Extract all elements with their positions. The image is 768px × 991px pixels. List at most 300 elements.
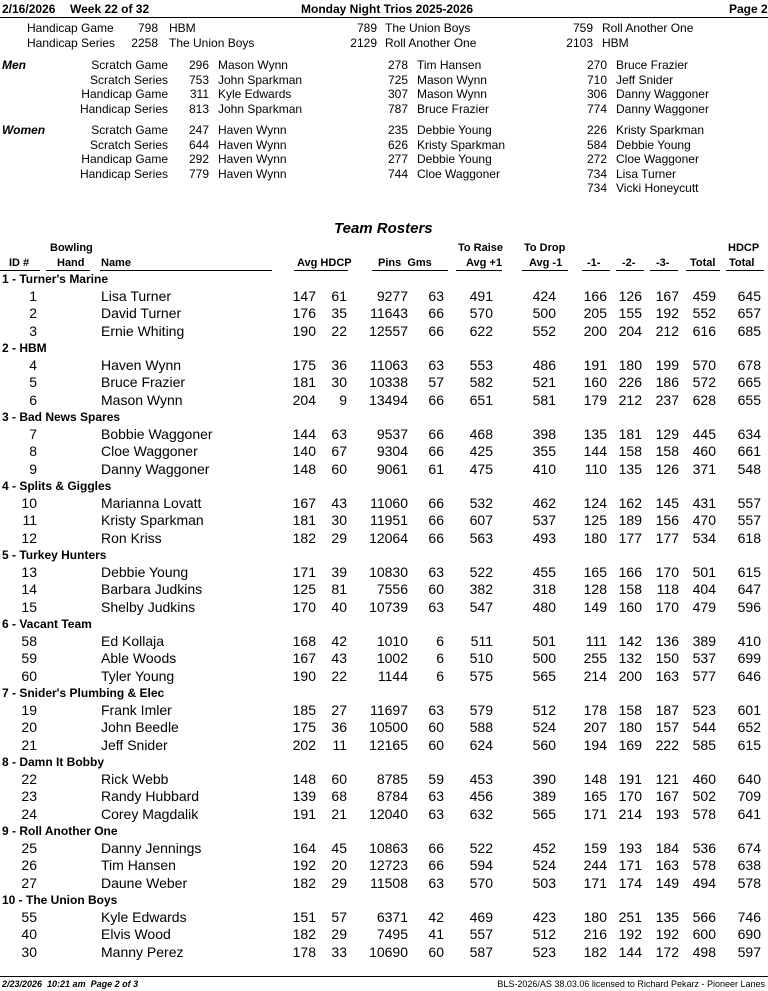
table-row bbox=[0, 530, 768, 548]
high-score-name: Kristy Sparkman bbox=[616, 123, 705, 137]
cell-raise: 522 bbox=[469, 563, 493, 580]
cell-id: 55 bbox=[21, 908, 37, 925]
cell-g3: 193 bbox=[655, 805, 679, 822]
header-date: 2/16/2026 bbox=[2, 2, 56, 16]
high-score-name: Bruce Frazier bbox=[417, 101, 490, 116]
underline-name bbox=[100, 270, 272, 271]
cell-total: 459 bbox=[692, 287, 716, 304]
cell-htotal: 615 bbox=[737, 563, 761, 580]
cell-drop: 565 bbox=[532, 805, 556, 822]
cell-g1: 135 bbox=[583, 425, 607, 442]
high-score-name: Jeff Snider bbox=[616, 72, 674, 87]
cell-name: Ed Kollaja bbox=[101, 632, 165, 649]
cell-g1: 149 bbox=[583, 598, 607, 615]
cell-pins: 11697 bbox=[370, 701, 408, 718]
cell-hdcp: 67 bbox=[331, 443, 347, 459]
footer-right: BLS-2026/AS 38.03.06 licensed to Richard Pekarz - Pioneer Lanes bbox=[497, 979, 765, 989]
high-score-value: 725 bbox=[387, 72, 408, 87]
cell-id: 40 bbox=[21, 926, 37, 942]
cell-g3: 163 bbox=[655, 667, 679, 684]
high-score-value: 307 bbox=[387, 87, 408, 101]
cell-g2: 158 bbox=[618, 443, 642, 459]
cell-g2: 135 bbox=[618, 460, 642, 477]
cell-gms: 66 bbox=[428, 857, 444, 873]
cell-g3: 187 bbox=[655, 701, 679, 718]
cell-id: 5 bbox=[29, 374, 37, 390]
cell-pins: 9061 bbox=[376, 460, 408, 477]
cell-raise: 511 bbox=[470, 632, 493, 649]
cell-gms: 66 bbox=[428, 322, 444, 339]
cell-g2: 193 bbox=[618, 839, 642, 856]
underline-g3 bbox=[650, 270, 678, 271]
table-row bbox=[0, 512, 768, 530]
cell-avg: 125 bbox=[292, 581, 316, 597]
cell-hdcp: 9 bbox=[339, 391, 347, 408]
table-row bbox=[0, 564, 768, 582]
cell-name: Cloe Waggoner bbox=[101, 443, 198, 459]
cell-avg: 191 bbox=[292, 805, 316, 822]
table-row bbox=[0, 323, 768, 341]
cell-raise: 570 bbox=[469, 305, 493, 321]
high-score-label: Handicap Series bbox=[79, 101, 168, 116]
cell-id: 19 bbox=[21, 701, 37, 718]
cell-avg: 202 bbox=[292, 736, 316, 753]
cell-name: Tyler Young bbox=[101, 667, 175, 684]
high-score-label: Scratch Game bbox=[91, 123, 168, 137]
cell-g1: 144 bbox=[583, 443, 607, 459]
cell-hdcp: 21 bbox=[331, 805, 347, 822]
high-score-name: Mason Wynn bbox=[417, 87, 487, 101]
cell-gms: 59 bbox=[428, 770, 444, 787]
cell-id: 24 bbox=[21, 805, 37, 822]
col-hdcp: HDCP bbox=[728, 242, 760, 254]
women-heading: Women bbox=[2, 123, 46, 137]
cell-drop: 424 bbox=[532, 287, 556, 304]
cell-total: 460 bbox=[692, 770, 716, 787]
high-score-value: 306 bbox=[586, 87, 607, 101]
cell-pins: 11643 bbox=[370, 305, 408, 321]
cell-hdcp: 43 bbox=[331, 494, 347, 511]
cell-gms: 60 bbox=[428, 719, 444, 735]
table-row bbox=[0, 461, 768, 479]
cell-gms: 60 bbox=[428, 581, 444, 597]
cell-avg: 140 bbox=[292, 443, 316, 459]
cell-total: 577 bbox=[692, 667, 716, 684]
high-score-value: 734 bbox=[586, 181, 607, 195]
cell-g3: 170 bbox=[655, 598, 679, 615]
table-row bbox=[0, 288, 768, 306]
cell-g3: 163 bbox=[655, 857, 679, 873]
cell-g3: 136 bbox=[655, 632, 679, 649]
cell-raise: 469 bbox=[469, 908, 493, 925]
high-score-value: 584 bbox=[586, 137, 607, 152]
cell-hdcp: 35 bbox=[331, 305, 347, 321]
underline-pins-gms bbox=[372, 270, 448, 271]
cell-g1: 125 bbox=[583, 512, 607, 528]
cell-gms: 66 bbox=[428, 391, 444, 408]
rosters-title: Team Rosters bbox=[334, 220, 433, 237]
cell-pins: 11060 bbox=[370, 494, 408, 511]
cell-g3: 212 bbox=[655, 322, 679, 339]
team-high-score: 759 bbox=[572, 21, 593, 35]
cell-g1: 179 bbox=[583, 391, 607, 408]
cell-id: 10 bbox=[21, 494, 37, 511]
header-week: Week 22 of 32 bbox=[70, 2, 150, 16]
cell-pins: 8784 bbox=[376, 788, 408, 804]
high-score-label: Handicap Game bbox=[81, 152, 168, 166]
cell-id: 21 bbox=[21, 736, 37, 753]
cell-name: Frank Imler bbox=[101, 701, 172, 718]
table-row bbox=[0, 599, 768, 617]
cell-raise: 456 bbox=[469, 788, 493, 804]
underline-drop bbox=[522, 270, 568, 271]
cell-g2: 177 bbox=[618, 529, 642, 546]
cell-g1: 160 bbox=[583, 374, 607, 390]
high-score-name: Mason Wynn bbox=[417, 72, 487, 87]
cell-g2: 142 bbox=[618, 632, 642, 649]
cell-avg: 175 bbox=[292, 356, 316, 373]
cell-g3: 237 bbox=[655, 391, 679, 408]
cell-name: Kyle Edwards bbox=[101, 908, 187, 925]
cell-pins: 7556 bbox=[376, 581, 408, 597]
cell-gms: 57 bbox=[428, 374, 444, 390]
table-row bbox=[0, 495, 768, 513]
cell-raise: 651 bbox=[469, 391, 493, 408]
high-score-value: 272 bbox=[586, 152, 607, 166]
cell-raise: 570 bbox=[469, 874, 493, 891]
table-row bbox=[0, 392, 768, 410]
cell-drop: 512 bbox=[532, 701, 556, 718]
cell-hdcp: 27 bbox=[331, 701, 347, 718]
cell-drop: 552 bbox=[532, 322, 556, 339]
cell-raise: 453 bbox=[469, 770, 493, 787]
cell-total: 628 bbox=[692, 391, 716, 408]
cell-total: 578 bbox=[692, 805, 716, 822]
cell-htotal: 557 bbox=[737, 512, 761, 528]
cell-avg: 167 bbox=[292, 494, 316, 511]
cell-g1: 171 bbox=[583, 874, 607, 891]
cell-name: Rick Webb bbox=[101, 770, 169, 787]
cell-id: 59 bbox=[21, 650, 37, 666]
cell-avg: 190 bbox=[292, 322, 316, 339]
cell-total: 502 bbox=[692, 788, 716, 804]
cell-hdcp: 60 bbox=[331, 460, 347, 477]
high-score-value: 247 bbox=[188, 123, 209, 137]
cell-raise: 553 bbox=[469, 356, 493, 373]
cell-raise: 382 bbox=[469, 581, 493, 597]
cell-pins: 1002 bbox=[376, 650, 408, 666]
cell-avg: 175 bbox=[292, 719, 316, 735]
cell-raise: 632 bbox=[469, 805, 493, 822]
high-score-value: 813 bbox=[188, 101, 209, 116]
cell-g3: 192 bbox=[655, 926, 679, 942]
cell-drop: 521 bbox=[532, 374, 556, 390]
cell-g2: 166 bbox=[618, 563, 642, 580]
cell-name: Lisa Turner bbox=[101, 287, 172, 304]
cell-hdcp: 81 bbox=[331, 581, 347, 597]
cell-htotal: 578 bbox=[737, 874, 761, 891]
cell-name: Ernie Whiting bbox=[101, 322, 185, 339]
cell-hdcp: 43 bbox=[331, 650, 347, 666]
cell-g3: 129 bbox=[655, 425, 679, 442]
cell-raise: 557 bbox=[469, 926, 493, 942]
cell-hdcp: 29 bbox=[331, 529, 347, 546]
cell-g2: 158 bbox=[618, 701, 642, 718]
high-score-label: Scratch Series bbox=[89, 137, 168, 152]
cell-total: 536 bbox=[692, 839, 716, 856]
cell-pins: 10338 bbox=[369, 374, 408, 390]
cell-htotal: 596 bbox=[737, 598, 761, 615]
table-row bbox=[0, 357, 768, 375]
cell-pins: 12165 bbox=[369, 736, 408, 753]
cell-gms: 66 bbox=[428, 425, 444, 442]
cell-g2: 160 bbox=[618, 598, 642, 615]
cell-id: 30 bbox=[21, 943, 37, 960]
cell-g2: 180 bbox=[618, 719, 642, 735]
cell-drop: 318 bbox=[532, 581, 556, 597]
cell-total: 572 bbox=[692, 374, 716, 390]
underline-g1 bbox=[582, 270, 610, 271]
cell-hdcp: 33 bbox=[331, 943, 347, 960]
cell-drop: 524 bbox=[532, 719, 556, 735]
high-score-label: Handicap Series bbox=[79, 166, 168, 181]
high-score-name: Vicki Honeycutt bbox=[616, 181, 699, 195]
cell-raise: 587 bbox=[469, 943, 493, 960]
cell-hdcp: 61 bbox=[331, 287, 347, 304]
cell-avg: 182 bbox=[292, 874, 316, 891]
cell-avg: 190 bbox=[292, 667, 316, 684]
cell-g3: 150 bbox=[655, 650, 679, 666]
cell-g1: 148 bbox=[583, 770, 607, 787]
header-page: Page 2 bbox=[729, 2, 768, 16]
cell-total: 371 bbox=[692, 460, 716, 477]
cell-drop: 501 bbox=[532, 632, 556, 649]
high-score-name: Debbie Young bbox=[417, 123, 492, 137]
high-score-label: Scratch Game bbox=[91, 58, 168, 72]
cell-total: 470 bbox=[692, 512, 716, 528]
cell-total: 570 bbox=[692, 356, 716, 373]
cell-id: 2 bbox=[29, 305, 37, 321]
cell-htotal: 709 bbox=[737, 788, 761, 804]
cell-htotal: 645 bbox=[737, 287, 761, 304]
cell-name: David Turner bbox=[101, 305, 182, 321]
high-score-value: 277 bbox=[387, 152, 408, 166]
cell-pins: 11063 bbox=[370, 356, 408, 373]
cell-name: Able Woods bbox=[101, 650, 177, 666]
cell-g1: 180 bbox=[583, 908, 607, 925]
cell-avg: 147 bbox=[292, 287, 316, 304]
col-hand: Hand bbox=[57, 257, 85, 269]
cell-total: 523 bbox=[692, 701, 716, 718]
col-total: Total bbox=[690, 257, 716, 269]
col-game3: -3- bbox=[656, 257, 670, 269]
cell-g1: 180 bbox=[583, 529, 607, 546]
cell-g1: 128 bbox=[583, 581, 607, 597]
cell-pins: 10739 bbox=[369, 598, 408, 615]
cell-hdcp: 36 bbox=[331, 719, 347, 735]
cell-raise: 622 bbox=[469, 322, 493, 339]
cell-gms: 60 bbox=[428, 943, 444, 960]
cell-avg: 204 bbox=[292, 391, 316, 408]
cell-g1: 207 bbox=[583, 719, 607, 735]
cell-g2: 155 bbox=[618, 305, 642, 321]
cell-id: 14 bbox=[21, 581, 37, 597]
cell-g2: 189 bbox=[618, 512, 642, 528]
cell-gms: 66 bbox=[428, 512, 444, 528]
cell-g3: 135 bbox=[655, 908, 679, 925]
cell-gms: 66 bbox=[428, 839, 444, 856]
cell-g2: 180 bbox=[618, 356, 642, 373]
high-score-name: Haven Wynn bbox=[218, 137, 287, 152]
cell-g1: 124 bbox=[583, 494, 607, 511]
cell-raise: 491 bbox=[469, 287, 493, 304]
high-score-name: Debbie Young bbox=[616, 137, 691, 152]
table-row bbox=[0, 806, 768, 824]
cell-raise: 563 bbox=[469, 529, 493, 546]
table-row bbox=[0, 443, 768, 461]
cell-g1: 178 bbox=[583, 701, 607, 718]
cell-g2: 214 bbox=[618, 805, 642, 822]
cell-htotal: 647 bbox=[737, 581, 761, 597]
cell-gms: 66 bbox=[428, 494, 444, 511]
cell-g2: 158 bbox=[618, 581, 642, 597]
cell-hdcp: 36 bbox=[331, 356, 347, 373]
cell-id: 7 bbox=[29, 425, 37, 442]
cell-hdcp: 39 bbox=[331, 563, 347, 580]
cell-g3: 172 bbox=[655, 943, 679, 960]
table-row bbox=[0, 788, 768, 806]
high-score-name: Tim Hansen bbox=[417, 58, 482, 72]
cell-g1: 110 bbox=[584, 460, 607, 477]
cell-g3: 149 bbox=[655, 874, 679, 891]
cell-name: Elvis Wood bbox=[101, 926, 171, 942]
cell-raise: 579 bbox=[469, 701, 493, 718]
cell-pins: 1010 bbox=[376, 632, 408, 649]
col-game1: -1- bbox=[587, 257, 601, 269]
cell-total: 494 bbox=[692, 874, 716, 891]
cell-id: 20 bbox=[21, 719, 37, 735]
high-score-value: 626 bbox=[387, 137, 408, 152]
cell-id: 4 bbox=[29, 356, 37, 373]
cell-hdcp: 30 bbox=[331, 512, 347, 528]
cell-pins: 12557 bbox=[369, 322, 408, 339]
cell-htotal: 615 bbox=[737, 736, 761, 753]
team-name: 6 - Vacant Team bbox=[2, 617, 92, 631]
cell-pins: 6371 bbox=[376, 908, 408, 925]
high-score-name: John Sparkman bbox=[218, 101, 303, 116]
cell-pins: 12723 bbox=[369, 857, 408, 873]
cell-g1: 166 bbox=[583, 287, 607, 304]
table-row bbox=[0, 875, 768, 893]
table-row bbox=[0, 857, 768, 875]
col-pins-gms: Pins Gms bbox=[378, 257, 432, 269]
team-high-name: Roll Another One bbox=[602, 21, 694, 35]
cell-total: 566 bbox=[692, 908, 716, 925]
cell-htotal: 410 bbox=[737, 632, 761, 649]
table-row bbox=[0, 668, 768, 686]
cell-raise: 475 bbox=[469, 460, 493, 477]
underline-avg-hdcp bbox=[294, 270, 348, 271]
cell-hdcp: 29 bbox=[331, 874, 347, 891]
cell-g3: 118 bbox=[656, 581, 679, 597]
team-high-score: 2258 bbox=[131, 36, 158, 50]
cell-hdcp: 45 bbox=[331, 839, 347, 856]
high-score-name: Kristy Sparkman bbox=[417, 137, 506, 152]
cell-hdcp: 30 bbox=[331, 374, 347, 390]
team-name: 1 - Turner's Marine bbox=[2, 272, 108, 286]
cell-g3: 192 bbox=[655, 305, 679, 321]
cell-avg: 168 bbox=[292, 632, 316, 649]
cell-pins: 8785 bbox=[376, 770, 408, 787]
cell-id: 11 bbox=[22, 512, 37, 528]
cell-gms: 63 bbox=[428, 287, 444, 304]
high-score-value: 644 bbox=[188, 137, 209, 152]
cell-drop: 355 bbox=[532, 443, 556, 459]
cell-avg: 182 bbox=[292, 926, 316, 942]
cell-htotal: 646 bbox=[737, 667, 761, 684]
high-score-name: Bruce Frazier bbox=[616, 58, 689, 72]
cell-drop: 480 bbox=[532, 598, 556, 615]
cell-raise: 532 bbox=[469, 494, 493, 511]
cell-drop: 455 bbox=[532, 563, 556, 580]
high-score-label: Scratch Series bbox=[89, 72, 168, 87]
cell-drop: 390 bbox=[532, 770, 556, 787]
col-id: ID # bbox=[9, 257, 30, 269]
underline-hand bbox=[46, 270, 90, 271]
cell-htotal: 634 bbox=[737, 425, 761, 442]
cell-total: 578 bbox=[692, 857, 716, 873]
cell-g3: 222 bbox=[655, 736, 679, 753]
cell-name: Danny Jennings bbox=[101, 839, 202, 856]
high-score-value: 753 bbox=[188, 72, 209, 87]
cell-total: 544 bbox=[692, 719, 716, 735]
cell-drop: 493 bbox=[532, 529, 556, 546]
cell-gms: 66 bbox=[428, 443, 444, 459]
col-avg-minus: Avg -1 bbox=[529, 257, 563, 269]
cell-total: 479 bbox=[692, 598, 716, 615]
cell-htotal: 640 bbox=[737, 770, 761, 787]
cell-avg: 167 bbox=[292, 650, 316, 666]
table-row bbox=[0, 926, 768, 944]
cell-htotal: 557 bbox=[737, 494, 761, 511]
team-high-name: Roll Another One bbox=[385, 36, 477, 50]
cell-drop: 524 bbox=[532, 857, 556, 873]
cell-pins: 1144 bbox=[377, 667, 408, 684]
cell-hdcp: 68 bbox=[331, 788, 347, 804]
high-score-value: 235 bbox=[387, 123, 408, 137]
cell-name: Tim Hansen bbox=[101, 857, 176, 873]
underline-g2 bbox=[616, 270, 644, 271]
cell-g2: 200 bbox=[618, 667, 642, 684]
cell-avg: 176 bbox=[292, 305, 316, 321]
cell-raise: 607 bbox=[469, 512, 493, 528]
cell-gms: 63 bbox=[428, 598, 444, 615]
team-name: 8 - Damn It Bobby bbox=[2, 755, 105, 769]
cell-name: Marianna Lovatt bbox=[101, 494, 202, 511]
cell-g2: 162 bbox=[618, 494, 642, 511]
cell-drop: 500 bbox=[532, 305, 556, 321]
cell-g2: 204 bbox=[618, 322, 642, 339]
cell-drop: 537 bbox=[532, 512, 556, 528]
cell-id: 60 bbox=[21, 667, 37, 684]
cell-htotal: 690 bbox=[737, 926, 761, 942]
high-score-name: Cloe Waggoner bbox=[417, 166, 500, 181]
cell-g3: 121 bbox=[655, 770, 679, 787]
team-name: 4 - Splits & Giggles bbox=[2, 479, 112, 493]
cell-pins: 9537 bbox=[376, 425, 408, 442]
cell-drop: 503 bbox=[532, 874, 556, 891]
header-title: Monday Night Trios 2025-2026 bbox=[301, 2, 474, 16]
